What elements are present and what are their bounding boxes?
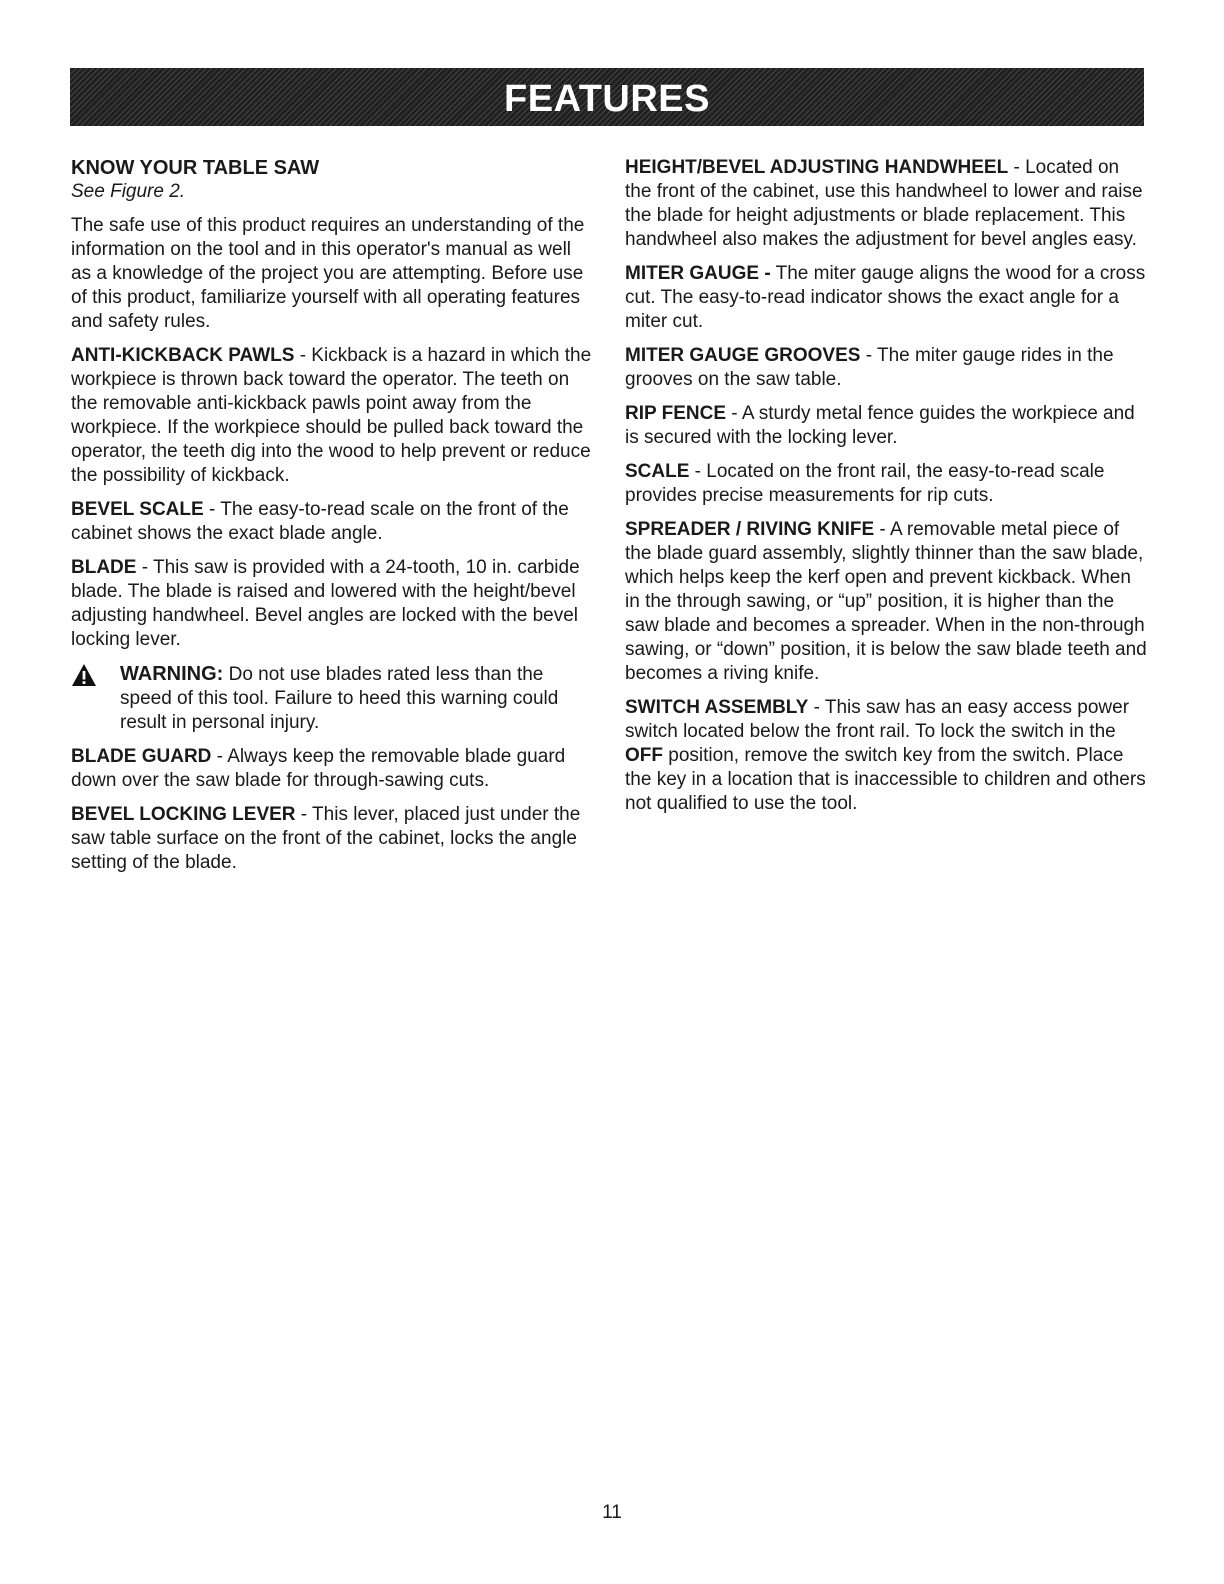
warning-text: Do not use blades rated less than the speed of this tool. Failure to heed this warning could result in personal injury. [120,664,559,733]
figure-reference: See Figure 2. [71,181,186,202]
features-banner [70,68,1144,126]
feature-term: SPREADER / RIVING KNIFE [625,519,875,540]
feature-anti-kickback-pawls [71,344,593,488]
feature-handwheel [625,156,1149,252]
feature-term: MITER GAUGE - [625,263,771,284]
banner-title: FEATURES [504,77,710,120]
left-column [71,156,593,885]
feature-term: BEVEL LOCKING LEVER [71,804,296,825]
right-column [625,156,1149,826]
feature-description: - A removable metal piece of the blade guard assembly, slightly thinner than the saw blade, which helps keep the kerf open and prevent kickback. When in the through sawing, or “up” position, it is higher than the saw blade and becomes a spreader. When in the non-through sawing, or “down” position, it is below the saw blade teeth and becomes a riving knife. [625,519,1147,684]
feature-switch-assembly [625,696,1149,816]
feature-spreader-riving-knife [625,518,1149,686]
feature-description: - Located on the front rail, the easy-to-read scale provides precise measurements for rip cuts. [625,461,1105,506]
feature-miter-gauge [625,262,1149,334]
feature-term: RIP FENCE [625,403,727,424]
off-position-emphasis: OFF [625,745,663,766]
feature-description: - This saw is provided with a 24-tooth, 10 in. carbide blade. The blade is raised and lowered with the height/bevel adjusting handwheel. Bevel angles are locked with the bevel locking lever. [71,557,580,650]
feature-term: BEVEL SCALE [71,499,204,520]
feature-blade-guard [71,745,593,793]
feature-description-continued: position, remove the switch key from the switch. Place the key in a location that is inaccessible to children and others not qualified to use the tool. [625,745,1146,814]
feature-description: The miter gauge aligns the wood for a cross cut. The easy-to-read indicator shows the exact angle for a miter cut. [625,263,1146,332]
warning-label: WARNING: [120,663,224,685]
feature-term: BLADE [71,557,137,578]
feature-description: - A sturdy metal fence guides the workpiece and is secured with the locking lever. [625,403,1135,448]
feature-description: - Always keep the removable blade guard down over the saw blade for through-sawing cuts. [71,746,566,791]
warning-triangle-icon [71,663,97,687]
feature-bevel-locking-lever [71,803,593,875]
feature-description: - Located on the front of the cabinet, use this handwheel to lower and raise the blade for height adjustments or blade replacement. This handwheel also makes the adjustment for bevel angles easy. [625,157,1143,250]
feature-miter-gauge-grooves [625,344,1149,392]
feature-bevel-scale [71,498,593,546]
feature-term: SWITCH ASSEMBLY [625,697,809,718]
feature-term: MITER GAUGE GROOVES [625,345,861,366]
feature-description: - The miter gauge rides in the grooves on the saw table. [625,345,1114,390]
feature-description: - The easy-to-read scale on the front of the cabinet shows the exact blade angle. [71,499,569,544]
feature-rip-fence [625,402,1149,450]
feature-description: - Kickback is a hazard in which the workpiece is thrown back toward the operator. The teeth on the removable anti-kickback pawls point away from the workpiece. If the workpiece should be pulled back toward the operator, the teeth dig into the wood to help prevent or reduce the possibility of kickback. [71,345,592,486]
feature-description: - This saw has an easy access power switch located below the front rail. To lock the switch in the [625,697,1130,742]
warning-notice [71,662,593,735]
feature-term: BLADE GUARD [71,746,212,767]
feature-blade [71,556,593,652]
page-number: 11 [602,1502,622,1523]
feature-scale [625,460,1149,508]
feature-term: HEIGHT/BEVEL ADJUSTING HANDWHEEL [625,157,1009,178]
intro-paragraph: The safe use of this product requires an understanding of the information on the tool and in this operator's manual as well as a knowledge of the project you are attempting. Before use of this product, familiarize yourself with all operating features and safety rules. [71,215,585,332]
feature-term: SCALE [625,461,690,482]
section-heading: KNOW YOUR TABLE SAW [71,157,320,179]
feature-description: - This lever, placed just under the saw table surface on the front of the cabinet, locks the angle setting of the blade. [71,804,581,873]
feature-term: ANTI-KICKBACK PAWLS [71,345,295,366]
